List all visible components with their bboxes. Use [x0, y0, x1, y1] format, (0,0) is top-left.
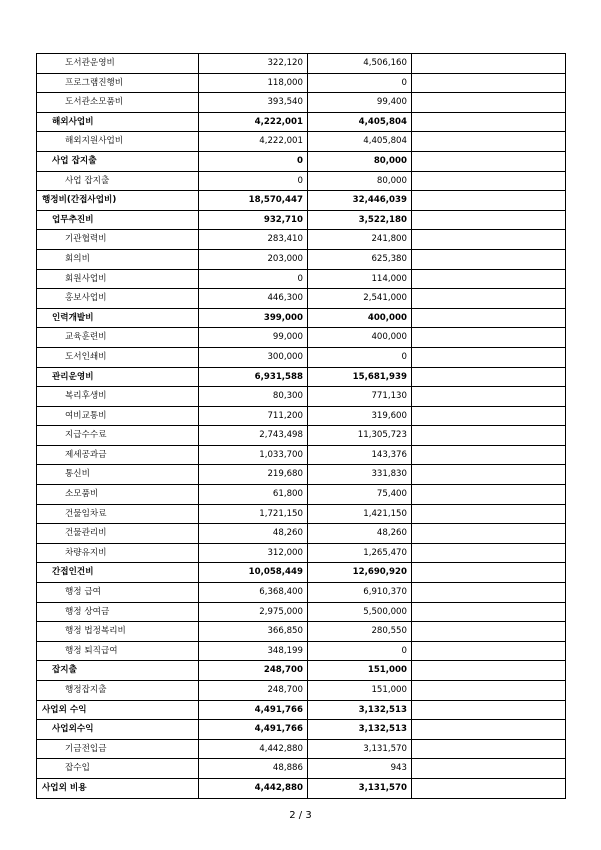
row-label: 해외사업비	[37, 112, 199, 132]
row-label: 잡지출	[37, 661, 199, 681]
current-year-amount: 348,199	[199, 641, 308, 661]
notes-cell	[412, 210, 566, 230]
notes-cell	[412, 406, 566, 426]
prior-year-amount: 771,130	[308, 387, 412, 407]
row-label: 복리후생비	[37, 387, 199, 407]
current-year-amount: 446,300	[199, 289, 308, 309]
current-year-amount: 6,931,588	[199, 367, 308, 387]
current-year-amount: 932,710	[199, 210, 308, 230]
notes-cell	[412, 191, 566, 211]
row-label: 사업외 비용	[37, 778, 199, 798]
notes-cell	[412, 681, 566, 701]
table-row	[37, 739, 566, 759]
row-label: 기관협력비	[37, 230, 199, 250]
notes-cell	[412, 230, 566, 250]
current-year-amount: 0	[199, 171, 308, 191]
table-row	[37, 641, 566, 661]
prior-year-amount: 319,600	[308, 406, 412, 426]
table-row	[37, 191, 566, 211]
notes-cell	[412, 54, 566, 74]
current-year-amount: 283,410	[199, 230, 308, 250]
prior-year-amount: 280,550	[308, 622, 412, 642]
financial-table	[36, 53, 566, 799]
row-label: 건물임차료	[37, 504, 199, 524]
prior-year-amount: 80,000	[308, 151, 412, 171]
table-row	[37, 720, 566, 740]
table-row	[37, 249, 566, 269]
table-row	[37, 485, 566, 505]
notes-cell	[412, 387, 566, 407]
row-label: 간접인건비	[37, 563, 199, 583]
row-label: 해외지원사업비	[37, 132, 199, 152]
table-row	[37, 465, 566, 485]
row-label: 교육훈련비	[37, 328, 199, 348]
notes-cell	[412, 171, 566, 191]
prior-year-amount: 1,421,150	[308, 504, 412, 524]
current-year-amount: 203,000	[199, 249, 308, 269]
table-row	[37, 387, 566, 407]
notes-cell	[412, 622, 566, 642]
current-year-amount: 2,975,000	[199, 602, 308, 622]
notes-cell	[412, 563, 566, 583]
financial-table-container	[36, 53, 565, 799]
table-row	[37, 112, 566, 132]
row-label: 소모품비	[37, 485, 199, 505]
table-row	[37, 681, 566, 701]
table-row	[37, 622, 566, 642]
current-year-amount: 0	[199, 269, 308, 289]
current-year-amount: 1,033,700	[199, 445, 308, 465]
prior-year-amount: 75,400	[308, 485, 412, 505]
current-year-amount: 0	[199, 151, 308, 171]
table-row	[37, 289, 566, 309]
notes-cell	[412, 367, 566, 387]
table-row	[37, 445, 566, 465]
current-year-amount: 4,442,880	[199, 778, 308, 798]
table-row	[37, 54, 566, 74]
row-label: 행정잡지출	[37, 681, 199, 701]
current-year-amount: 300,000	[199, 347, 308, 367]
current-year-amount: 248,700	[199, 681, 308, 701]
prior-year-amount: 143,376	[308, 445, 412, 465]
table-row	[37, 524, 566, 544]
current-year-amount: 48,260	[199, 524, 308, 544]
notes-cell	[412, 543, 566, 563]
table-row	[37, 132, 566, 152]
row-label: 사업외수익	[37, 720, 199, 740]
row-label: 차량유지비	[37, 543, 199, 563]
prior-year-amount: 12,690,920	[308, 563, 412, 583]
table-row	[37, 210, 566, 230]
prior-year-amount: 400,000	[308, 328, 412, 348]
notes-cell	[412, 504, 566, 524]
row-label: 인력개발비	[37, 308, 199, 328]
table-row	[37, 563, 566, 583]
table-row	[37, 602, 566, 622]
table-row	[37, 151, 566, 171]
current-year-amount: 219,680	[199, 465, 308, 485]
prior-year-amount: 943	[308, 759, 412, 779]
current-year-amount: 312,000	[199, 543, 308, 563]
row-label: 기금전입금	[37, 739, 199, 759]
notes-cell	[412, 426, 566, 446]
current-year-amount: 4,222,001	[199, 112, 308, 132]
prior-year-amount: 114,000	[308, 269, 412, 289]
current-year-amount: 99,000	[199, 328, 308, 348]
notes-cell	[412, 465, 566, 485]
table-row	[37, 230, 566, 250]
table-row	[37, 171, 566, 191]
table-row	[37, 367, 566, 387]
notes-cell	[412, 445, 566, 465]
prior-year-amount: 151,000	[308, 681, 412, 701]
notes-cell	[412, 308, 566, 328]
notes-cell	[412, 641, 566, 661]
row-label: 잡수입	[37, 759, 199, 779]
notes-cell	[412, 524, 566, 544]
row-label: 지급수수료	[37, 426, 199, 446]
notes-cell	[412, 720, 566, 740]
table-row	[37, 583, 566, 603]
notes-cell	[412, 602, 566, 622]
notes-cell	[412, 151, 566, 171]
current-year-amount: 18,570,447	[199, 191, 308, 211]
prior-year-amount: 5,500,000	[308, 602, 412, 622]
notes-cell	[412, 739, 566, 759]
prior-year-amount: 331,830	[308, 465, 412, 485]
row-label: 사업 잡지출	[37, 151, 199, 171]
row-label: 프로그램진행비	[37, 73, 199, 93]
current-year-amount: 10,058,449	[199, 563, 308, 583]
row-label: 회의비	[37, 249, 199, 269]
current-year-amount: 80,300	[199, 387, 308, 407]
notes-cell	[412, 328, 566, 348]
table-row	[37, 778, 566, 798]
row-label: 도서관운영비	[37, 54, 199, 74]
row-label: 행정 상여금	[37, 602, 199, 622]
row-label: 건물관리비	[37, 524, 199, 544]
notes-cell	[412, 759, 566, 779]
row-label: 통신비	[37, 465, 199, 485]
row-label: 제세공과금	[37, 445, 199, 465]
row-label: 여비교통비	[37, 406, 199, 426]
table-row	[37, 504, 566, 524]
current-year-amount: 366,850	[199, 622, 308, 642]
current-year-amount: 399,000	[199, 308, 308, 328]
prior-year-amount: 400,000	[308, 308, 412, 328]
prior-year-amount: 80,000	[308, 171, 412, 191]
prior-year-amount: 32,446,039	[308, 191, 412, 211]
table-row	[37, 406, 566, 426]
current-year-amount: 248,700	[199, 661, 308, 681]
current-year-amount: 322,120	[199, 54, 308, 74]
table-row	[37, 661, 566, 681]
prior-year-amount: 2,541,000	[308, 289, 412, 309]
table-row	[37, 543, 566, 563]
notes-cell	[412, 485, 566, 505]
prior-year-amount: 625,380	[308, 249, 412, 269]
prior-year-amount: 4,405,804	[308, 132, 412, 152]
row-label: 도서인쇄비	[37, 347, 199, 367]
row-label: 행정 법정복리비	[37, 622, 199, 642]
prior-year-amount: 151,000	[308, 661, 412, 681]
prior-year-amount: 11,305,723	[308, 426, 412, 446]
table-row	[37, 73, 566, 93]
row-label: 행정 퇴직급여	[37, 641, 199, 661]
table-body	[37, 54, 566, 799]
notes-cell	[412, 112, 566, 132]
table-row	[37, 700, 566, 720]
row-label: 사업 잡지출	[37, 171, 199, 191]
notes-cell	[412, 289, 566, 309]
table-row	[37, 308, 566, 328]
row-label: 도서관소모품비	[37, 93, 199, 113]
notes-cell	[412, 778, 566, 798]
current-year-amount: 4,442,880	[199, 739, 308, 759]
current-year-amount: 118,000	[199, 73, 308, 93]
notes-cell	[412, 347, 566, 367]
prior-year-amount: 3,132,513	[308, 720, 412, 740]
row-label: 홍보사업비	[37, 289, 199, 309]
notes-cell	[412, 661, 566, 681]
notes-cell	[412, 700, 566, 720]
row-label: 업무추진비	[37, 210, 199, 230]
current-year-amount: 2,743,498	[199, 426, 308, 446]
prior-year-amount: 3,131,570	[308, 778, 412, 798]
table-row	[37, 269, 566, 289]
current-year-amount: 4,491,766	[199, 700, 308, 720]
prior-year-amount: 0	[308, 347, 412, 367]
page-number: 2 / 3	[289, 810, 312, 821]
table-row	[37, 93, 566, 113]
notes-cell	[412, 269, 566, 289]
notes-cell	[412, 249, 566, 269]
prior-year-amount: 15,681,939	[308, 367, 412, 387]
prior-year-amount: 6,910,370	[308, 583, 412, 603]
prior-year-amount: 3,131,570	[308, 739, 412, 759]
notes-cell	[412, 93, 566, 113]
row-label: 회원사업비	[37, 269, 199, 289]
table-row	[37, 347, 566, 367]
row-label: 사업외 수익	[37, 700, 199, 720]
table-row	[37, 759, 566, 779]
current-year-amount: 393,540	[199, 93, 308, 113]
table-row	[37, 328, 566, 348]
row-label: 행정비(간접사업비)	[37, 191, 199, 211]
row-label: 행정 급여	[37, 583, 199, 603]
prior-year-amount: 0	[308, 73, 412, 93]
notes-cell	[412, 73, 566, 93]
prior-year-amount: 4,506,160	[308, 54, 412, 74]
prior-year-amount: 4,405,804	[308, 112, 412, 132]
current-year-amount: 711,200	[199, 406, 308, 426]
prior-year-amount: 3,132,513	[308, 700, 412, 720]
current-year-amount: 6,368,400	[199, 583, 308, 603]
prior-year-amount: 241,800	[308, 230, 412, 250]
prior-year-amount: 99,400	[308, 93, 412, 113]
current-year-amount: 4,222,001	[199, 132, 308, 152]
current-year-amount: 4,491,766	[199, 720, 308, 740]
notes-cell	[412, 583, 566, 603]
prior-year-amount: 48,260	[308, 524, 412, 544]
prior-year-amount: 1,265,470	[308, 543, 412, 563]
table-row	[37, 426, 566, 446]
current-year-amount: 61,800	[199, 485, 308, 505]
row-label: 관리운영비	[37, 367, 199, 387]
notes-cell	[412, 132, 566, 152]
prior-year-amount: 3,522,180	[308, 210, 412, 230]
prior-year-amount: 0	[308, 641, 412, 661]
current-year-amount: 48,886	[199, 759, 308, 779]
current-year-amount: 1,721,150	[199, 504, 308, 524]
